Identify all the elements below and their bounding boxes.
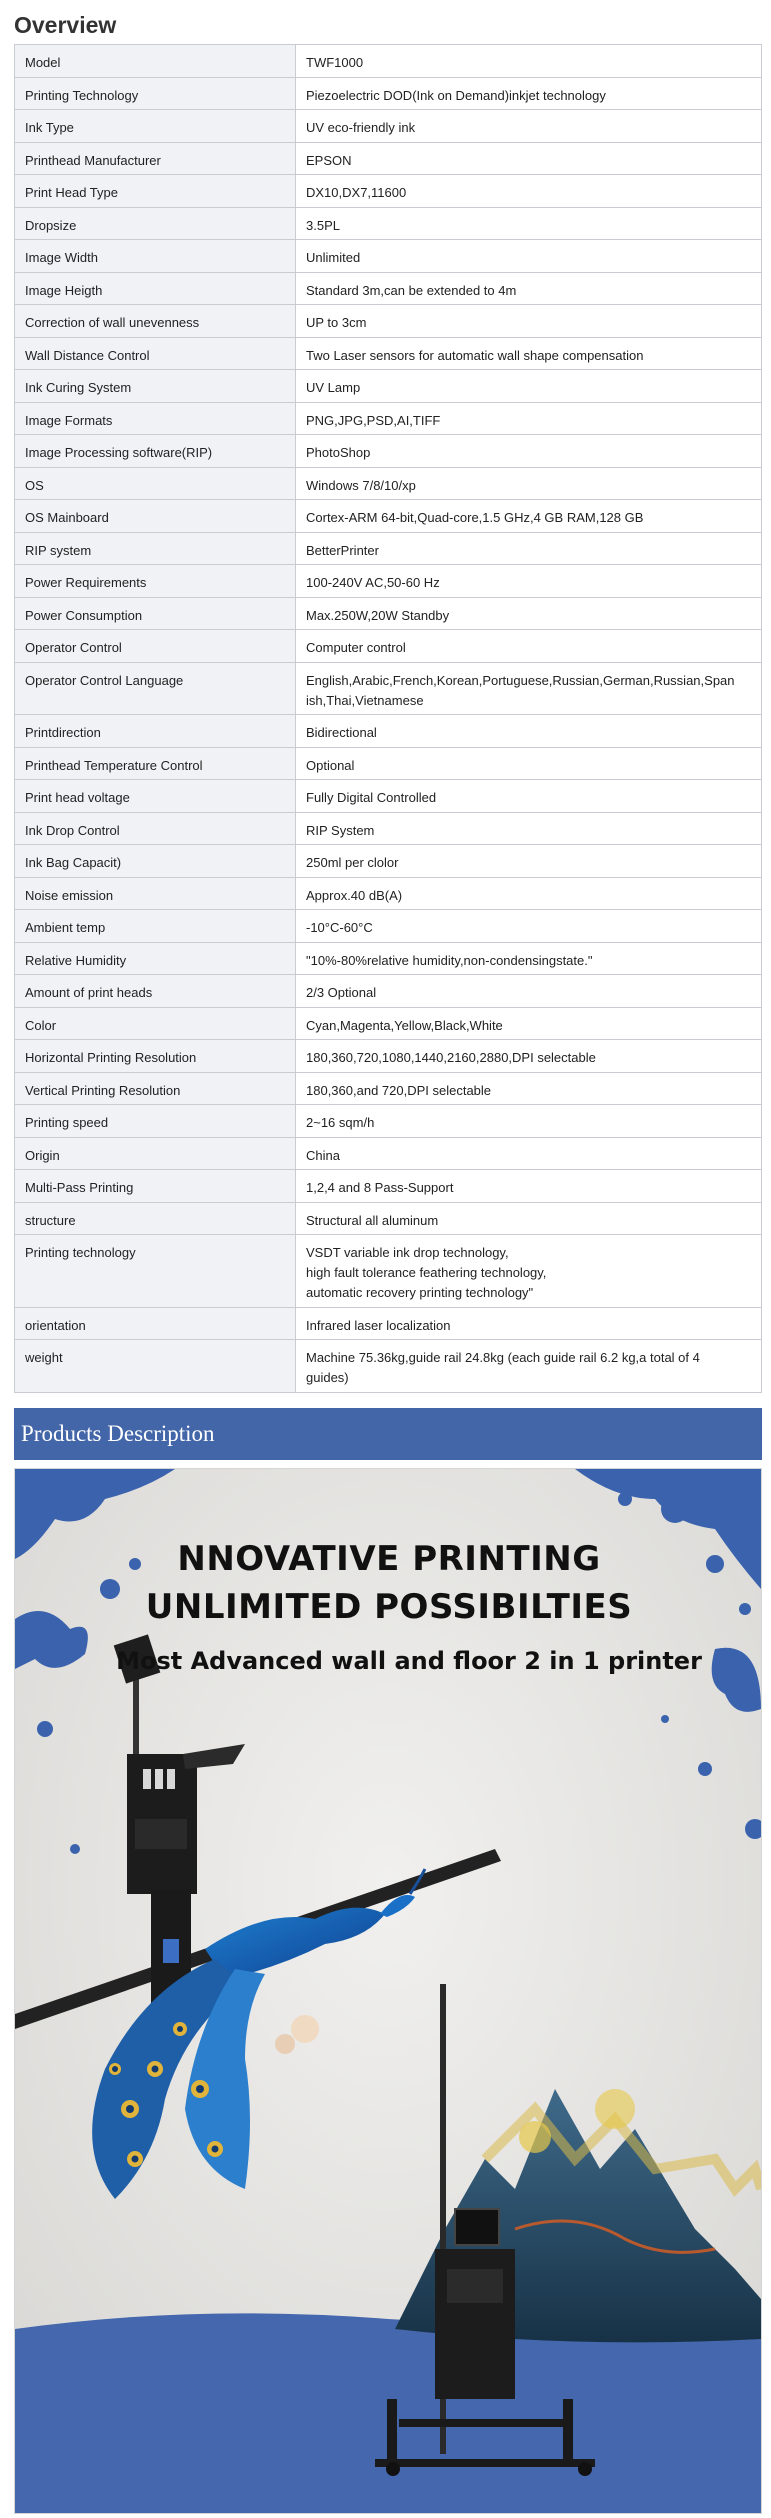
spec-label: Noise emission xyxy=(15,877,296,910)
spec-row xyxy=(15,142,762,175)
spec-label: Printing speed xyxy=(15,1105,296,1138)
spec-label: Image Width xyxy=(15,240,296,273)
product-poster-image xyxy=(14,1468,762,2514)
spec-label: Image Processing software(RIP) xyxy=(15,435,296,468)
overview-heading: Overview xyxy=(14,12,117,38)
spec-row xyxy=(15,812,762,845)
spec-label: weight xyxy=(15,1340,296,1393)
spec-value: Cyan,Magenta,Yellow,Black,White xyxy=(296,1007,762,1040)
spec-label: Printing Technology xyxy=(15,77,296,110)
spec-row xyxy=(15,370,762,403)
spec-value: China xyxy=(296,1137,762,1170)
spec-value: Structural all aluminum xyxy=(296,1202,762,1235)
spec-label: Image Heigth xyxy=(15,272,296,305)
spec-label: Amount of print heads xyxy=(15,975,296,1008)
spec-value: UP to 3cm xyxy=(296,305,762,338)
spec-row xyxy=(15,435,762,468)
spec-value: Piezoelectric DOD(Ink on Demand)inkjet technology xyxy=(296,77,762,110)
poster-headline-2: UNLIMITED POSSIBILTIES xyxy=(145,1587,633,1627)
spec-row xyxy=(15,1235,762,1308)
spec-value: -10°C-60°C xyxy=(296,910,762,943)
spec-row xyxy=(15,1072,762,1105)
spec-label: Model xyxy=(15,45,296,78)
products-description-banner xyxy=(14,1408,762,1460)
spec-value: Approx.40 dB(A) xyxy=(296,877,762,910)
spec-row xyxy=(15,1040,762,1073)
spec-value: UV eco-friendly ink xyxy=(296,110,762,143)
spec-value: Optional xyxy=(296,747,762,780)
spec-row xyxy=(15,715,762,748)
spec-row xyxy=(15,1105,762,1138)
spec-row xyxy=(15,45,762,78)
spec-value: VSDT variable ink drop technology, high fault tolerance feathering technology, automatic recovery printing technology" xyxy=(296,1235,762,1308)
spec-value: 180,360,720,1080,1440,2160,2880,DPI selectable xyxy=(296,1040,762,1073)
spec-value: DX10,DX7,11600 xyxy=(296,175,762,208)
spec-label: Power Consumption xyxy=(15,597,296,630)
spec-label: Operator Control xyxy=(15,630,296,663)
spec-row xyxy=(15,110,762,143)
spec-row xyxy=(15,1340,762,1393)
spec-value: Infrared laser localization xyxy=(296,1307,762,1340)
spec-row xyxy=(15,910,762,943)
spec-row xyxy=(15,500,762,533)
page-container xyxy=(14,0,762,1675)
spec-value: English,Arabic,French,Korean,Portuguese,Russian,German,Russian,Span ish,Thai,Vietnamese xyxy=(296,662,762,715)
poster-subheadline: Most Advanced wall and floor 2 in 1 printer xyxy=(116,1647,702,1675)
spec-value: "10%-80%relative humidity,non-condensingstate." xyxy=(296,942,762,975)
spec-value: Fully Digital Controlled xyxy=(296,780,762,813)
spec-label: Printing technology xyxy=(15,1235,296,1308)
spec-value: 1,2,4 and 8 Pass-Support xyxy=(296,1170,762,1203)
spec-row xyxy=(15,240,762,273)
spec-label: Vertical Printing Resolution xyxy=(15,1072,296,1105)
spec-value: Max.250W,20W Standby xyxy=(296,597,762,630)
spec-value: PNG,JPG,PSD,AI,TIFF xyxy=(296,402,762,435)
spec-row xyxy=(15,565,762,598)
spec-value: BetterPrinter xyxy=(296,532,762,565)
spec-value: TWF1000 xyxy=(296,45,762,78)
spec-label: OS xyxy=(15,467,296,500)
spec-value: 2/3 Optional xyxy=(296,975,762,1008)
spec-row xyxy=(15,662,762,715)
spec-row xyxy=(15,467,762,500)
spec-row xyxy=(15,1170,762,1203)
spec-row xyxy=(15,1202,762,1235)
spec-value: 3.5PL xyxy=(296,207,762,240)
spec-row xyxy=(15,747,762,780)
spec-row xyxy=(15,1137,762,1170)
spec-row xyxy=(15,1307,762,1340)
spec-label: Image Formats xyxy=(15,402,296,435)
spec-value: Cortex-ARM 64-bit,Quad-core,1.5 GHz,4 GB RAM,128 GB xyxy=(296,500,762,533)
spec-label: Correction of wall unevenness xyxy=(15,305,296,338)
spec-label: Printdirection xyxy=(15,715,296,748)
spec-row xyxy=(15,942,762,975)
spec-row xyxy=(15,877,762,910)
spec-label: structure xyxy=(15,1202,296,1235)
spec-row xyxy=(15,630,762,663)
spec-row xyxy=(15,532,762,565)
spec-row xyxy=(15,780,762,813)
spec-label: Dropsize xyxy=(15,207,296,240)
spec-row xyxy=(15,597,762,630)
spec-table xyxy=(14,44,762,1393)
poster-headline-1: NNOVATIVE PRINTING xyxy=(177,1539,601,1579)
spec-label: Printhead Manufacturer xyxy=(15,142,296,175)
spec-value: 250ml per clolor xyxy=(296,845,762,878)
spec-value: PhotoShop xyxy=(296,435,762,468)
spec-label: Power Requirements xyxy=(15,565,296,598)
spec-label: Print head voltage xyxy=(15,780,296,813)
spec-value: Standard 3m,can be extended to 4m xyxy=(296,272,762,305)
spec-label: Print Head Type xyxy=(15,175,296,208)
spec-row xyxy=(15,77,762,110)
spec-label: Origin xyxy=(15,1137,296,1170)
spec-value: 2~16 sqm/h xyxy=(296,1105,762,1138)
spec-label: Operator Control Language xyxy=(15,662,296,715)
spec-row xyxy=(15,845,762,878)
spec-value: Machine 75.36kg,guide rail 24.8kg (each guide rail 6.2 kg,a total of 4 guides) xyxy=(296,1340,762,1393)
spec-label: Ink Type xyxy=(15,110,296,143)
spec-row xyxy=(15,207,762,240)
spec-label: Wall Distance Control xyxy=(15,337,296,370)
spec-label: orientation xyxy=(15,1307,296,1340)
spec-value: Computer control xyxy=(296,630,762,663)
spec-table-body xyxy=(15,45,762,1393)
spec-label: Ink Drop Control xyxy=(15,812,296,845)
spec-row xyxy=(15,272,762,305)
spec-value: Two Laser sensors for automatic wall shape compensation xyxy=(296,337,762,370)
spec-label: OS Mainboard xyxy=(15,500,296,533)
spec-label: Multi-Pass Printing xyxy=(15,1170,296,1203)
spec-label: Ambient temp xyxy=(15,910,296,943)
spec-value: Bidirectional xyxy=(296,715,762,748)
spec-value: RIP System xyxy=(296,812,762,845)
spec-value: 100-240V AC,50-60 Hz xyxy=(296,565,762,598)
spec-value: EPSON xyxy=(296,142,762,175)
spec-label: Printhead Temperature Control xyxy=(15,747,296,780)
spec-value: UV Lamp xyxy=(296,370,762,403)
spec-row xyxy=(15,305,762,338)
spec-row xyxy=(15,337,762,370)
spec-label: Relative Humidity xyxy=(15,942,296,975)
products-description-title: Products Description xyxy=(21,1421,215,1446)
spec-row xyxy=(15,1007,762,1040)
spec-value: Unlimited xyxy=(296,240,762,273)
spec-label: RIP system xyxy=(15,532,296,565)
spec-value: Windows 7/8/10/xp xyxy=(296,467,762,500)
spec-label: Ink Bag Capacit) xyxy=(15,845,296,878)
spec-label: Horizontal Printing Resolution xyxy=(15,1040,296,1073)
spec-row xyxy=(15,175,762,208)
spec-value: 180,360,and 720,DPI selectable xyxy=(296,1072,762,1105)
spec-label: Color xyxy=(15,1007,296,1040)
spec-row xyxy=(15,975,762,1008)
spec-label: Ink Curing System xyxy=(15,370,296,403)
spec-row xyxy=(15,402,762,435)
